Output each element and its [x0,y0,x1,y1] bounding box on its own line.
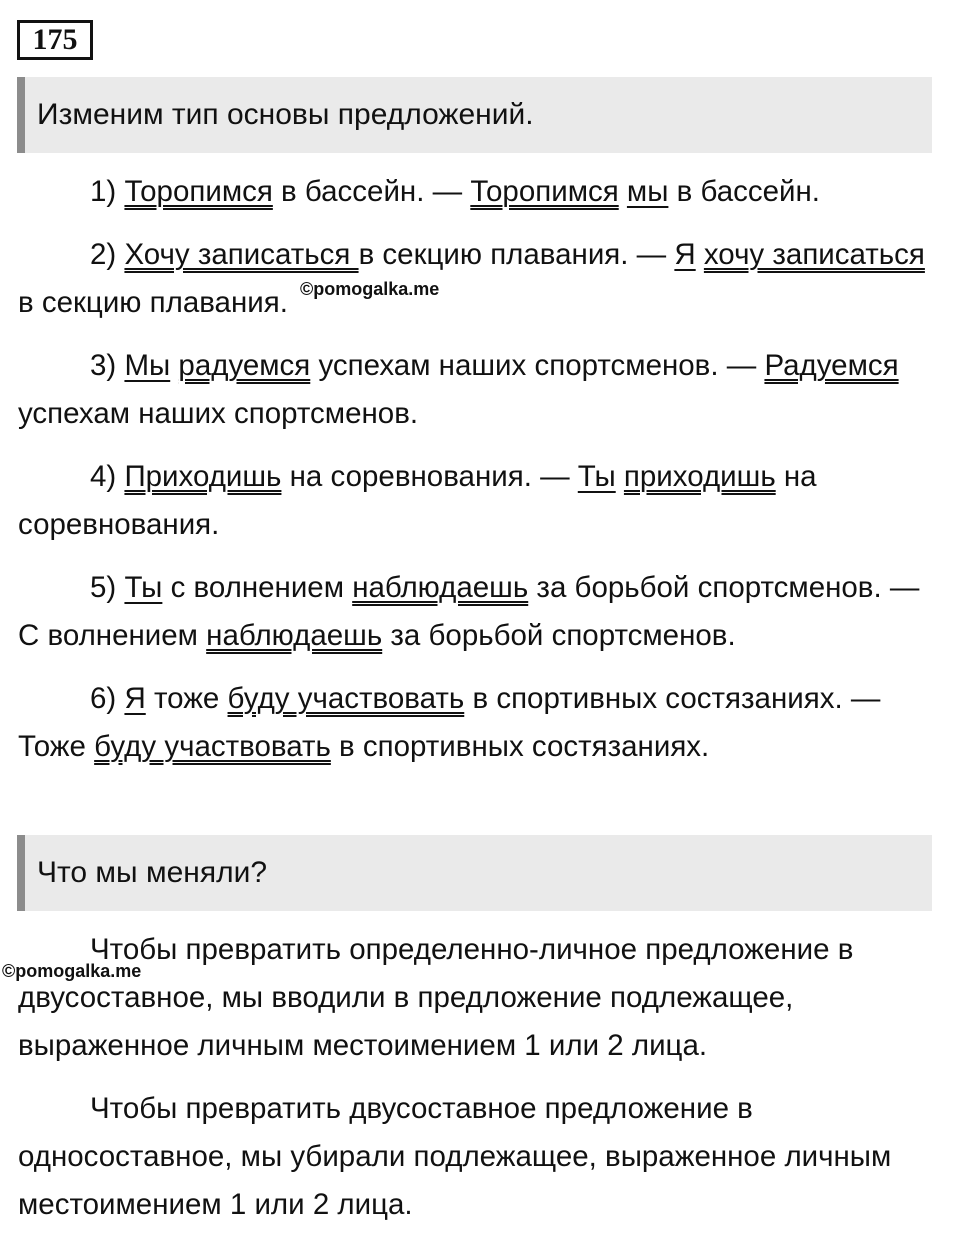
sentence-text: 2) [90,238,125,271]
subject-word: Ты [577,460,616,493]
task-banner: Изменим тип основы предложений. [17,77,932,153]
sentence-text [616,460,624,493]
subject-word: Ты [124,571,163,604]
subject-word: Я [124,682,146,715]
predicate-word: буду участвовать [94,730,331,763]
answer-list [18,168,943,786]
predicate-word: Приходишь [124,460,282,493]
sentence-pair [18,168,943,216]
sentence-text: в спортивных состязаниях. — Тоже [18,682,881,763]
sentence-text: 5) [90,571,125,604]
sentence-text: 4) [90,460,125,493]
sentence-pair [18,231,943,327]
sentence-text: успехам наших спортсменов. [18,397,419,430]
predicate-word: хочу записаться [703,238,925,271]
exercise-number: 175 [17,20,93,60]
sentence-text: успехам наших спортсменов. — [310,349,765,382]
predicate-word: Торопимся [124,175,273,208]
predicate-word: приходишь [623,460,776,493]
predicate-word: радуемся [178,349,311,382]
sentence-text: за борьбой спортсменов. [382,619,736,652]
predicate-word: буду участвовать [227,682,465,715]
subject-word: Я [674,238,696,271]
sentence-text: 6) [90,682,125,715]
sentence-text: 1) [90,175,125,208]
conclusion-text [18,926,943,1244]
sentence-text [696,238,704,271]
subject-word: мы [626,175,669,208]
predicate-word: Радуемся [764,349,899,382]
sentence-text: за борьбой спортсменов. — С волнением [18,571,920,652]
sentence-text: в секцию плавания. [18,286,288,319]
question-banner: Что мы меняли? [17,835,932,911]
sentence-pair [18,675,943,771]
sentence-text: в бассейн. — [272,175,471,208]
predicate-word: Торопимся [470,175,619,208]
watermark: ©pomogalka.me [2,961,142,981]
sentence-text: в бассейн. [668,175,820,208]
sentence-text: в спортивных состязаниях. [330,730,710,763]
sentence-text [619,175,627,208]
sentence-pair [18,564,943,660]
predicate-word: Хочу записаться [124,238,359,271]
sentence-text: на соревнования. — [281,460,578,493]
predicate-word: наблюдаешь [206,619,383,652]
sentence-text: с волнением [162,571,353,604]
sentence-text: 3) [90,349,125,382]
watermark: ©pomogalka.me [300,279,440,299]
predicate-word: наблюдаешь [352,571,529,604]
conclusion-paragraph: Чтобы превратить определенно-личное предложение в двусоставное, мы вводили в предложение подлежащее, выраженное личным местоимением 1 или 2 лица. [18,933,854,1062]
sentence-pair [18,453,943,549]
sentence-pair [18,342,943,438]
sentence-text: в секцию плавания. — [358,238,675,271]
sentence-text: на соревнования. [18,460,817,541]
subject-word: Мы [124,349,171,382]
sentence-text: тоже [145,682,228,715]
conclusion-paragraph: Чтобы превратить двусоставное предложение в односоставное, мы убирали подлежащее, выраженное личным местоимением 1 или 2 лица. [18,1092,892,1221]
